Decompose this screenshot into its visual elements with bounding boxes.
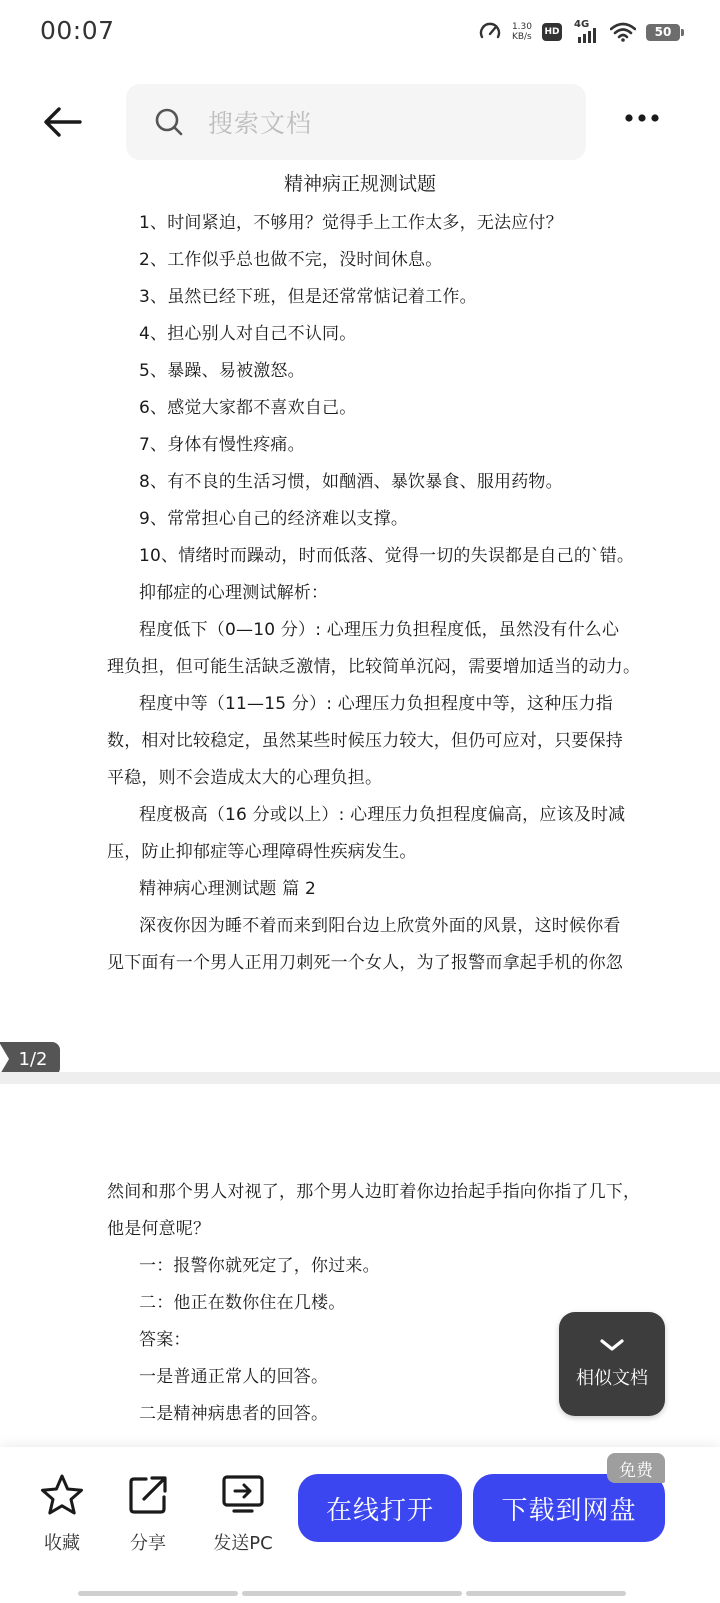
hd-icon: HD <box>542 23 562 41</box>
doc-line: 压，防止抑郁症等心理障碍性疾病发生。 <box>107 842 417 862</box>
doc-line: 数，相对比较稳定，虽然某些时候压力较大，但仍可应对，只要保持 <box>107 731 623 751</box>
doc-line: 他是何意呢？ <box>107 1219 211 1239</box>
document-title: 精神病正规测试题 <box>283 173 436 195</box>
speed-value: 1.30 <box>511 22 532 32</box>
doc-line: 见下面有一个男人正用刀刺死一个女人，为了报警而拿起手机的你忽 <box>107 953 623 973</box>
doc-line: 2、工作似乎总也做不完，没时间休息。 <box>139 250 443 270</box>
doc-line: 4、担心别人对自己不认同。 <box>139 324 357 344</box>
share-label: 分享 <box>130 1533 166 1554</box>
home-indicator-segment <box>242 1591 462 1596</box>
network-speed <box>512 22 532 42</box>
doc-line: 程度中等（11—15 分）: 心理压力负担程度中等，这种压力指 <box>139 694 613 714</box>
doc-line: 然间和那个男人对视了，那个男人边盯着你边抬起手指向你指了几下， <box>107 1182 641 1202</box>
doc-line: 二：他正在数你住在几楼。 <box>139 1293 346 1313</box>
status-time: 00:07 <box>40 16 115 45</box>
network-type: 4G <box>574 19 590 30</box>
doc-line: 程度极高（16 分或以上）: 心理压力负担程度偏高，应该及时减 <box>139 805 626 825</box>
status-bar <box>0 0 720 64</box>
page-divider <box>0 1072 720 1084</box>
free-badge: 免费 <box>607 1453 665 1483</box>
doc-line: 5、暴躁、易被激怒。 <box>139 361 305 381</box>
more-button[interactable] <box>620 100 664 136</box>
open-online-button[interactable]: 在线打开 <box>298 1474 462 1542</box>
signal-icon <box>572 21 600 43</box>
favorite-button[interactable] <box>27 1473 97 1555</box>
back-button[interactable] <box>40 100 84 144</box>
doc-line: 1、时间紧迫，不够用？觉得手上工作太多，无法应付？ <box>139 213 563 233</box>
search-input[interactable] <box>126 84 586 160</box>
doc-line: 答案： <box>139 1330 191 1350</box>
doc-line: 7、身体有慢性疼痛。 <box>139 435 305 455</box>
doc-line: 理负担，但可能生活缺乏激情，比较简单沉闷，需要增加适当的动力。 <box>107 657 641 677</box>
share-button[interactable] <box>113 1473 183 1555</box>
doc-line: 6、感觉大家都不喜欢自己。 <box>139 398 357 418</box>
doc-line: 平稳，则不会造成太大的心理负担。 <box>107 768 383 788</box>
search-placeholder: 搜索文档 <box>208 109 313 138</box>
speedometer-icon <box>478 20 502 44</box>
speed-unit: KB/s <box>511 32 532 42</box>
more-dots-icon <box>624 113 660 123</box>
monitor-send-icon <box>220 1473 266 1517</box>
doc-line: 抑郁症的心理测试解析： <box>139 583 329 603</box>
doc-line: 精神病心理测试题 篇 2 <box>139 879 317 899</box>
doc-line: 10、情绪时而躁动，时而低落、觉得一切的失误都是自己的`错。 <box>139 546 635 566</box>
status-icons <box>478 18 680 46</box>
favorite-label: 收藏 <box>44 1533 80 1554</box>
similar-docs-label: 相似文档 <box>576 1368 648 1389</box>
battery-icon: 50 <box>646 24 680 41</box>
doc-line: 3、虽然已经下班，但是还常常惦记着工作。 <box>139 287 477 307</box>
doc-line: 程度低下（0—10 分）: 心理压力负担程度低，虽然没有什么心 <box>139 620 620 640</box>
send-pc-button[interactable] <box>208 1473 278 1555</box>
page-indicator: 1/2 <box>0 1042 60 1076</box>
search-icon <box>154 107 184 137</box>
wifi-icon <box>610 22 636 42</box>
doc-line: 8、有不良的生活习惯，如酗酒、暴饮暴食、服用药物。 <box>139 472 563 492</box>
doc-line: 二是精神病患者的回答。 <box>139 1404 329 1424</box>
similar-docs-button[interactable] <box>559 1312 665 1416</box>
star-icon <box>39 1473 85 1517</box>
chevron-down-icon <box>599 1338 625 1352</box>
arrow-left-icon <box>42 106 82 138</box>
bottom-toolbar <box>0 1447 720 1603</box>
send-pc-label: 发送PC <box>213 1533 273 1554</box>
home-indicator-segment <box>466 1591 626 1596</box>
doc-line: 深夜你因为睡不着而来到阳台边上欣赏外面的风景，这时候你看 <box>139 916 621 936</box>
home-indicator-segment <box>78 1591 238 1596</box>
document-page-1[interactable] <box>0 172 720 1072</box>
download-to-disk-button[interactable]: 下载到网盘 <box>473 1474 665 1542</box>
doc-line: 一是普通正常人的回答。 <box>139 1367 329 1387</box>
share-icon <box>126 1473 170 1517</box>
doc-line: 9、常常担心自己的经济难以支撑。 <box>139 509 409 529</box>
doc-line: 一：报警你就死定了，你过来。 <box>139 1256 380 1276</box>
